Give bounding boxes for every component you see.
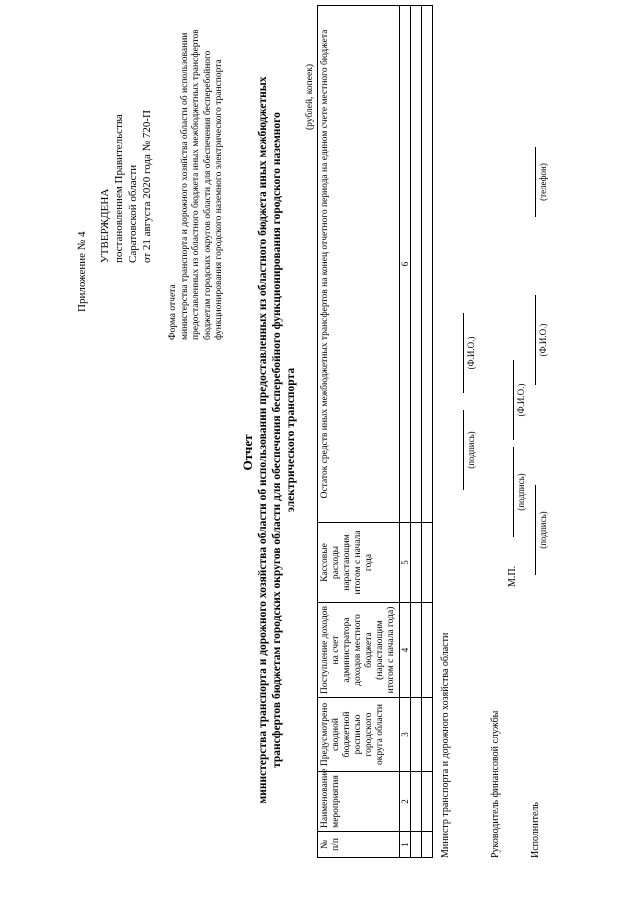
table-cell <box>422 523 433 603</box>
table-cell <box>422 698 433 772</box>
stamp-place: М.П. <box>507 565 518 587</box>
index-cell: 5 <box>400 523 411 603</box>
executor-signature-line <box>534 485 536 575</box>
report-title: Отчет <box>240 434 255 471</box>
approved-line: постановлением Правительства <box>113 114 125 263</box>
finance-name-caption: (Ф.И.О.) <box>516 383 526 417</box>
executor-phone-line <box>534 147 536 217</box>
table-cell <box>422 603 433 698</box>
minister-signature-caption: (подпись) <box>466 431 476 469</box>
table-cell <box>411 772 422 832</box>
form-description: министерства транспорта и дорожного хозяйства области об использовании предоставленных из областного бюджета иных межбюджетных трансфертов бюджетам городских округов области для обеспечения бесперебойного функционирования городского наземного электрического транспорта <box>179 29 225 340</box>
table-row <box>422 6 433 858</box>
finance-name-line <box>512 360 514 440</box>
executor-title: Исполнитель <box>530 802 541 858</box>
header-cell-number: № п/п <box>318 832 400 858</box>
header-cell-event: Наименование мероприятия <box>318 772 400 832</box>
approved-heading: УТВЕРЖДЕНА <box>99 188 111 263</box>
approved-line: Саратовской области <box>127 164 139 263</box>
finance-signature-line <box>512 447 514 537</box>
executor-name-line <box>534 295 536 385</box>
table-cell <box>411 523 422 603</box>
index-cell: 6 <box>400 6 411 523</box>
table-cell <box>411 6 422 523</box>
index-cell: 4 <box>400 603 411 698</box>
executor-phone-caption: (телефон) <box>538 163 548 201</box>
minister-name-caption: (Ф.И.О.) <box>466 336 476 370</box>
finance-signature-caption: (подпись) <box>516 473 526 511</box>
table-cell <box>411 832 422 858</box>
index-cell: 3 <box>400 698 411 772</box>
approved-line: от 21 августа 2020 года № 720-П <box>141 110 153 263</box>
finance-head-title: Руководитель финансовой службы <box>490 710 501 858</box>
approval-block <box>98 110 154 263</box>
minister-name-line <box>462 313 464 393</box>
table-index-row <box>400 6 411 858</box>
table-cell <box>411 603 422 698</box>
executor-name-caption: (Ф.И.О.) <box>538 323 548 357</box>
minister-title: Министр транспорта и дорожного хозяйства области <box>440 632 451 858</box>
executor-signature-caption: (подпись) <box>538 511 548 549</box>
form-title: Форма отчета <box>168 284 178 340</box>
header-cell-expenses: Кассовые расходы нарастающим итогом с начала года <box>318 523 400 603</box>
table-cell <box>422 832 433 858</box>
index-cell: 2 <box>400 772 411 832</box>
units-label: (рублей, копеек) <box>305 64 315 130</box>
index-cell: 1 <box>400 832 411 858</box>
table-cell <box>422 6 433 523</box>
table-cell <box>422 772 433 832</box>
report-subtitle: министерства транспорта и дорожного хозяйства области об использовании предоставленных из областного бюджета иных межбюджетных трансфертов бюджетам городских округов области для обеспечения бесперебойного функционирования городского наземного электрического транспорта <box>257 76 297 804</box>
minister-signature-line <box>462 410 464 490</box>
header-cell-planned: Предусмотрено сводной бюджетной росписью городского округа области <box>318 698 400 772</box>
report-table <box>317 5 433 858</box>
table-cell <box>411 698 422 772</box>
table-header-row <box>318 6 400 858</box>
appendix-label: Приложение № 4 <box>76 231 88 312</box>
form-block <box>168 10 226 340</box>
header-cell-balance: Остаток средств иных межбюджетных трансфертов на конец отчетного периода на едином счете местного бюджета <box>318 6 400 523</box>
table-row <box>411 6 422 858</box>
header-cell-income: Поступление доходов на счет администратора доходов местного бюджета (нарастающим итогом с начала года) <box>318 603 400 698</box>
